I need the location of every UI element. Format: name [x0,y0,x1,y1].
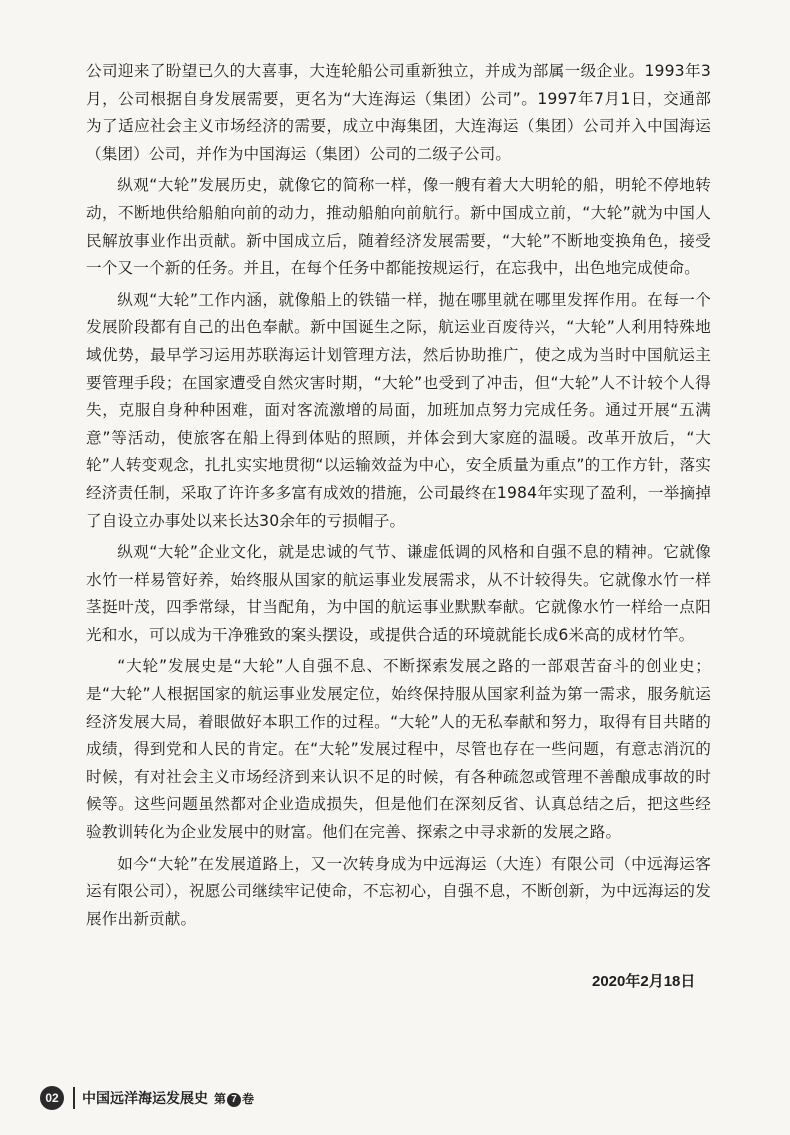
article-date: 2020年2月18日 [592,973,696,990]
book-title: 中国远洋海运发展史 [82,1091,208,1107]
page-footer [40,1086,254,1110]
paragraph: 如今“大轮”在发展道路上，又一次转身成为中远海运（大连）有限公司（中远海运客运有限公司），祝愿公司继续牢记使命，不忘初心，自强不息，不断创新，为中远海运的发展作出新贡献。 [86,854,711,928]
volume-number: 7 [227,1093,241,1107]
paragraph: 纵观“大轮”发展历史，就像它的简称一样，像一艘有着大大明轮的船，明轮不停地转动，不断地供给船舶向前的动力，推动船舶向前航行。新中国成立前，“大轮”就为中国人民解放事业作出贡献。新中国成立后，随着经济发展需要，“大轮”不断地变换角色，接受一个又一个新的任务。并且，在每个任务中都能按规运行，在忘我中，出色地完成使命。 [86,176,711,278]
paragraph: “大轮”发展史是“大轮”人自强不息、不断探索发展之路的一部艰苦奋斗的创业史；是“大轮”人根据国家的航运事业发展定位，始终保持服从国家利益为第一需求，服务航运经济发展大局，着眼做好本职工作的过程。“大轮”人的无私奉献和努力，取得有目共睹的成绩，得到党和人民的肯定。在“大轮”发展过程中，尽管也存在一些问题，有意志消沉的时候，有对社会主义市场经济到来认识不足的时候，有各种疏忽或管理不善酿成事故的时候等。这些问题虽然都对企业造成损失，但是他们在深刻反省、认真总结之后，把这些经验教训转化为企业发展中的财富。他们在完善、探索之中寻求新的发展之路。 [86,657,711,842]
paragraph: 公司迎来了盼望已久的大喜事，大连轮船公司重新独立，并成为部属一级企业。1993年3月，公司根据自身发展需要，更名为“大连海运（集团）公司”。1997年7月1日，交通部为了适应社会主义市场经济的需要，成立中海集团，大连海运（集团）公司并入中国海运（集团）公司，并作为中国海运（集团）公司的二级子公司。 [86,62,711,163]
page-number: 02 [40,1086,64,1110]
article-body [86,58,711,937]
volume-prefix: 第 [214,1091,227,1106]
paragraph: 纵观“大轮”工作内涵，就像船上的铁锚一样，抛在哪里就在哪里发挥作用。在每一个发展阶段都有自己的出色奉献。新中国诞生之际，航运业百废待兴，“大轮”人利用特殊地域优势，最早学习运用苏联海运计划管理方法，然后协助推广，使之成为当时中国航运主要管理手段；在国家遭受自然灾害时期，“大轮”也受到了冲击，但“大轮”人不计较个人得失，克服自身种种困难，面对客流激增的局面，加班加点努力完成任务。通过开展“五满意”等活动，使旅客在船上得到体贴的照顾，并体会到大家庭的温暖。改革开放后，“大轮”人转变观念，扎扎实实地贯彻“以运输效益为中心，安全质量为重点”的工作方针，落实经济责任制，采取了许许多多富有成效的措施，公司最终在1984年实现了盈利，一举摘掉了自设立办事处以来长达30余年的亏损帽子。 [86,290,711,530]
paragraph: 纵观“大轮”企业文化，就是忠诚的气节、谦虚低调的风格和自强不息的精神。它就像水竹一样易管好养，始终服从国家的航运事业发展需求，从不计较得失。它就像水竹一样茎挺叶茂，四季常绿，甘当配角，为中国的航运事业默默奉献。它就像水竹一样给一点阳光和水，可以成为干净雅致的案头摆设，或提供合适的环境就能长成6米高的成材竹竿。 [86,543,711,644]
footer-divider [73,1087,75,1109]
volume-suffix: 卷 [242,1091,255,1106]
volume-label [214,1090,254,1107]
